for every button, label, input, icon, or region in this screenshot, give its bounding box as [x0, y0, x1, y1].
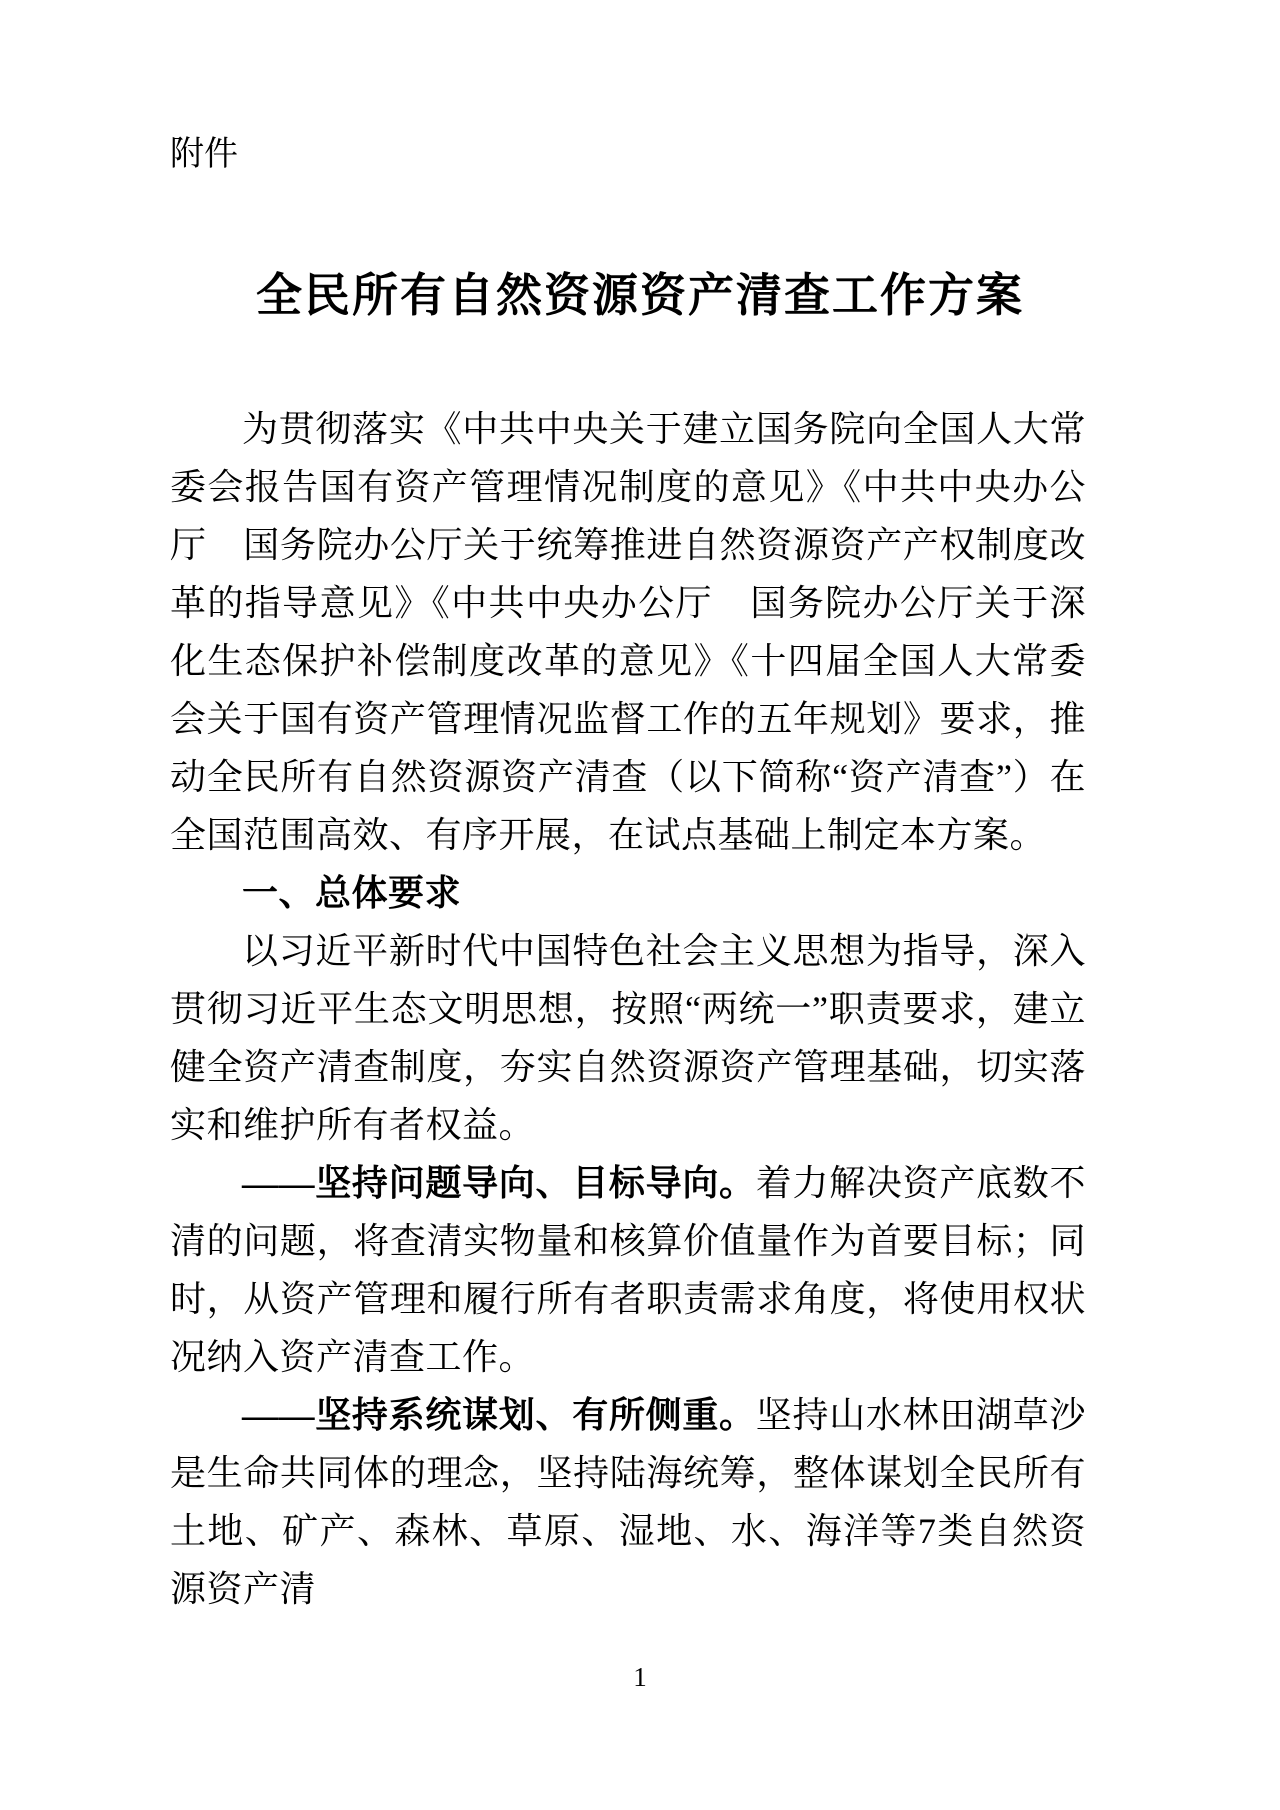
- paragraph-intro: 为贯彻落实《中共中央关于建立国务院向全国人大常委会报告国有资产管理情况制度的意见》《中共中央办公厅 国务院办公厅关于统筹推进自然资源资产产权制度改革的指导意见》《中共中央办公厅 国务院办公厅关于深化生态保护补偿制度改革的意见》《十四届全国人大常委会关于国有资产管理情况监督工作的五年规划》要求，推动全民所有自然资源资产清查（以下简称“资产清查”）在全国范围高效、有序开展，在试点基础上制定本方案。: [170, 409, 1086, 855]
- page-number: 1: [633, 1662, 647, 1692]
- paragraph-principle-problem-orientation: [170, 1154, 1086, 1386]
- paragraph-principle-systematic-planning: [170, 1386, 1086, 1618]
- section-heading-overall-requirements: 一、总体要求: [242, 872, 462, 913]
- principle-systematic-planning-lead: ——坚持系统谋划、有所侧重。: [242, 1395, 756, 1435]
- document-body: [170, 400, 1086, 1618]
- paragraph-guiding-ideology: 以习近平新时代中国特色社会主义思想为指导，深入贯彻习近平生态文明思想，按照“两统一”职责要求，建立健全资产清查制度，夯实自然资源资产管理基础，切实落实和维护所有者权益。: [170, 931, 1086, 1145]
- principle-problem-orientation-text: 着力解决资产底数不清的问题，将查清实物量和核算价值量作为首要目标；同时，从资产管理和履行所有者职责需求角度，将使用权状况纳入资产清查工作。: [170, 1163, 1086, 1377]
- principle-systematic-planning-text: 坚持山水林田湖草沙是生命共同体的理念，坚持陆海统筹，整体谋划全民所有土地、矿产、森林、草原、湿地、水、海洋等7类自然资源资产清: [170, 1395, 1086, 1609]
- attachment-label: 附件: [170, 135, 238, 173]
- principle-problem-orientation-lead: ——坚持问题导向、目标导向。: [242, 1163, 756, 1203]
- document-title: 全民所有自然资源资产清查工作方案: [256, 270, 1024, 321]
